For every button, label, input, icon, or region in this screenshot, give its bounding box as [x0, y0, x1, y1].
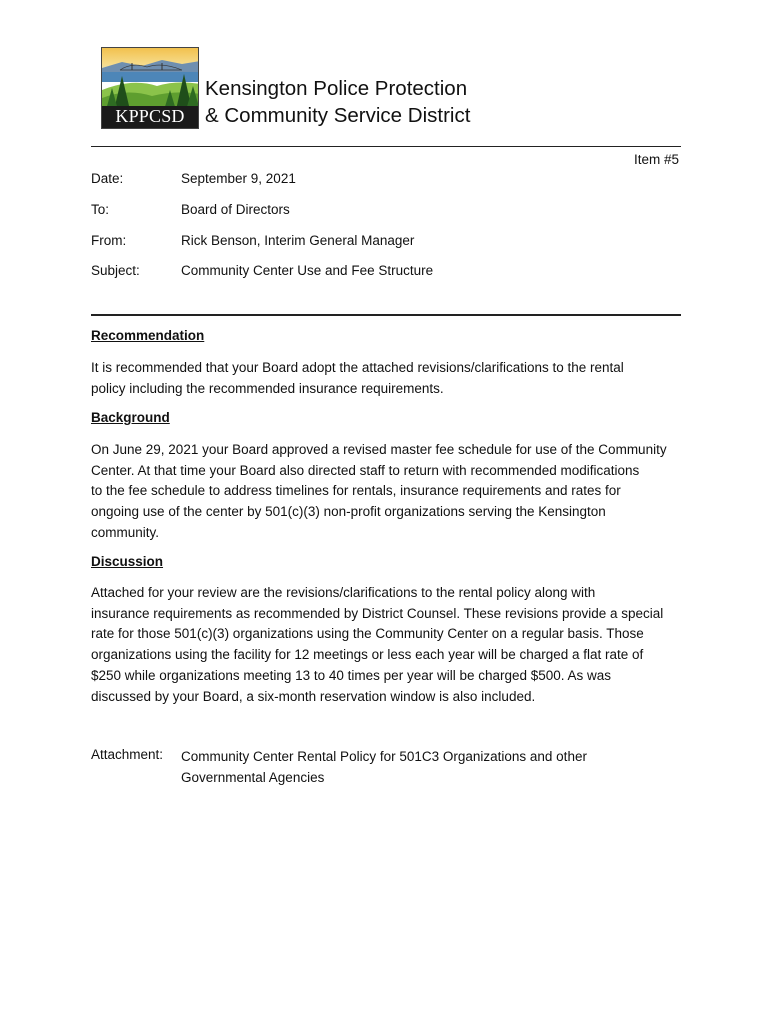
paragraph-line: rate for those 501(c)(3) organizations using the Community Center on a regular basis. Those — [91, 626, 644, 642]
from-value: Rick Benson, Interim General Manager — [181, 233, 415, 248]
kppcsd-logo — [101, 47, 199, 129]
item-number: Item #5 — [633, 152, 679, 167]
attachment-line: Governmental Agencies — [181, 769, 325, 785]
date-value: September 9, 2021 — [181, 171, 296, 186]
subject-value: Community Center Use and Fee Structure — [181, 263, 434, 278]
org-name-line-1: Kensington Police Protection — [205, 77, 468, 100]
discussion-heading: Discussion — [91, 554, 164, 569]
paragraph-line: ongoing use of the center by 501(c)(3) non-profit organizations serving the Kensington — [91, 504, 606, 520]
paragraph-line: community. — [91, 524, 160, 540]
attachment-label: Attachment: — [91, 747, 164, 762]
subject-label: Subject: — [91, 263, 140, 278]
discussion-paragraph — [91, 583, 691, 707]
paragraph-line: On June 29, 2021 your Board approved a revised master fee schedule for use of the Community — [91, 442, 667, 457]
paragraph-line: insurance requirements as recommended by District Counsel. These revisions provide a special — [91, 605, 664, 621]
paragraph-line: organizations using the facility for 12 meetings or less each year will be charged a flat rate of — [91, 647, 644, 663]
recommendation-paragraph — [91, 358, 691, 399]
paragraph-line: $250 while organizations meeting 13 to 40 times per year will be charged $500. As was — [91, 667, 612, 683]
to-value: Board of Directors — [181, 202, 290, 217]
paragraph-line: It is recommended that your Board adopt the attached revisions/clarifications to the rental — [91, 360, 624, 375]
attachment-line: Community Center Rental Policy for 501C3 Organizations and other — [181, 749, 587, 764]
paragraph-line: discussed by your Board, a six-month reservation window is also included. — [91, 688, 536, 704]
header-divider — [91, 146, 681, 147]
logo-text: KPPCSD — [115, 106, 185, 126]
from-label: From: — [91, 233, 127, 248]
organization-name — [205, 75, 470, 129]
recommendation-heading: Recommendation — [91, 328, 205, 343]
attachment-value — [181, 747, 587, 788]
background-paragraph — [91, 440, 691, 544]
date-label: Date: — [91, 171, 124, 186]
org-name-line-2: & Community Service District — [205, 104, 471, 127]
paragraph-line: to the fee schedule to address timelines for rentals, insurance requirements and rates for — [91, 483, 621, 499]
to-label: To: — [91, 202, 110, 217]
memo-divider — [91, 314, 681, 316]
paragraph-line: policy including the recommended insurance requirements. — [91, 380, 444, 396]
paragraph-line: Center. At that time your Board also directed staff to return with recommended modifications — [91, 462, 640, 478]
paragraph-line: Attached for your review are the revisions/clarifications to the rental policy along with — [91, 585, 596, 600]
background-heading: Background — [91, 410, 170, 425]
